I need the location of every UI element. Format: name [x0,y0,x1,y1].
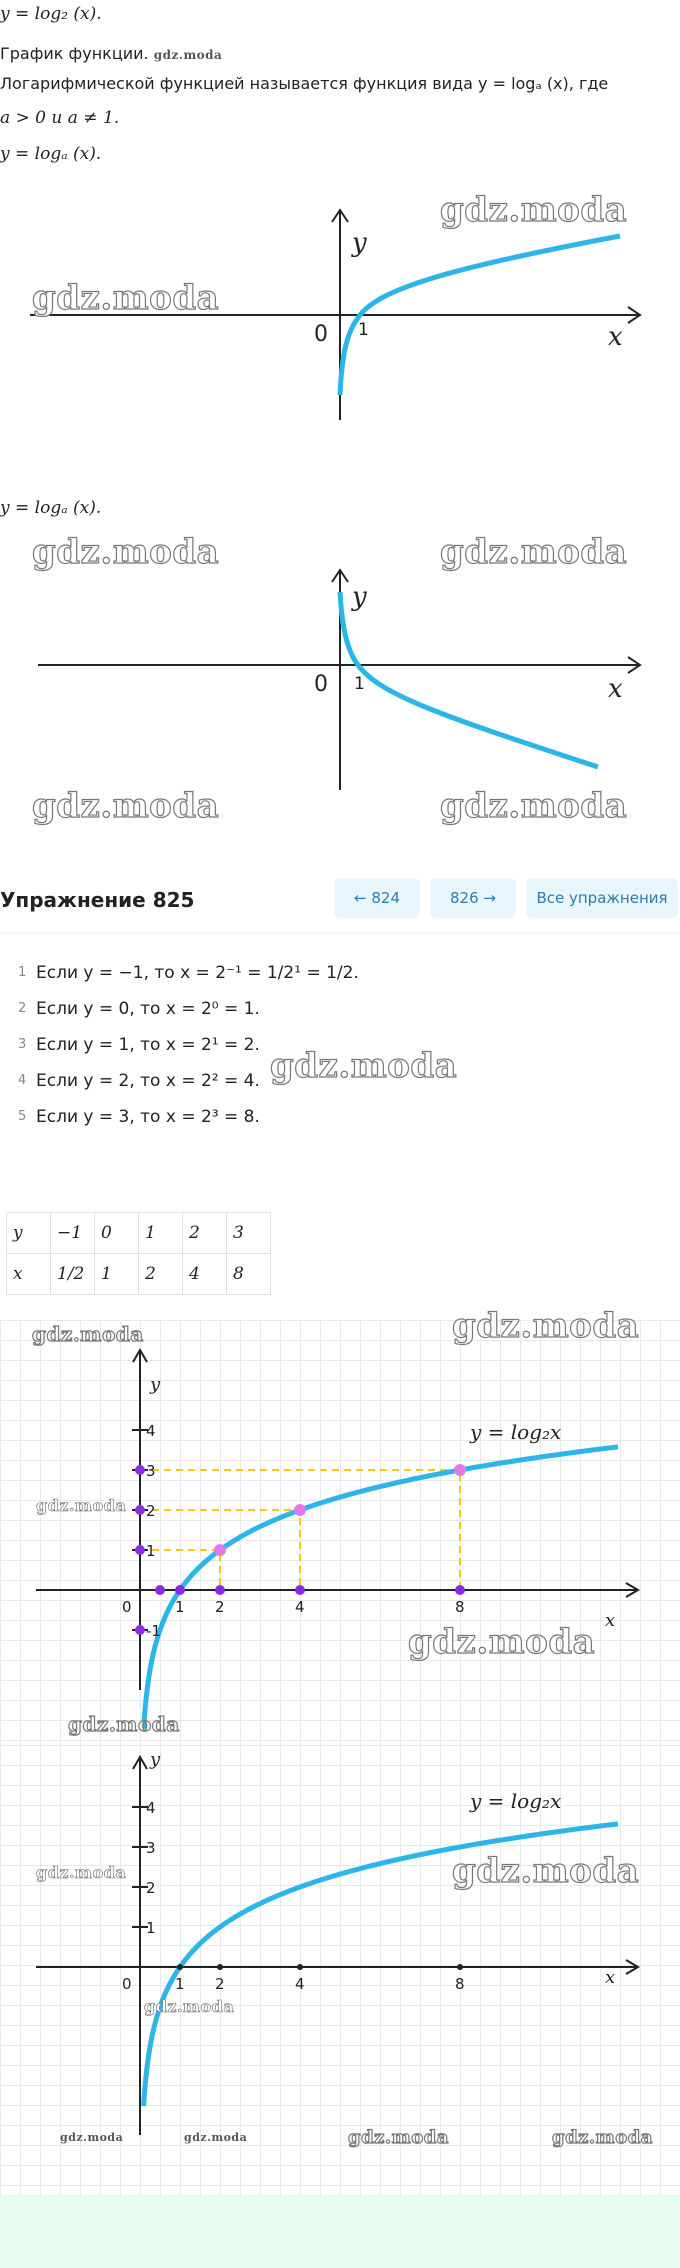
solution-steps [0,955,680,1135]
table-cell: −1 [51,1213,95,1254]
plot1-x-label: x [605,1610,616,1631]
step-text: Если y = 2, то x = 2² = 4. [36,1071,260,1091]
exercise-title: Упражнение 825 [0,888,195,912]
data-point [454,1464,466,1476]
y-tick-label: 3 [146,1839,156,1857]
table-cell: 1 [139,1213,183,1254]
intro-definition: Логарифмической функцией называется функция вида y = logₐ (x), где [0,74,609,93]
graph-a-svg [0,190,680,460]
x-tick-mark [457,1964,463,1970]
data-point [294,1504,306,1516]
graph-b-origin: 0 [314,672,328,697]
table-cell: 2 [139,1254,183,1295]
y-tick-label: 4 [146,1799,156,1817]
x-tick-mark [217,1964,223,1970]
y-tick-dot [135,1625,145,1635]
x-tick-mark [455,1585,465,1595]
plot-with-points [0,1306,680,1745]
intro-formula-a: y = logₐ (x). [0,144,102,164]
caption-watermark: gdz.moda [153,48,223,62]
plot1-svg [0,1320,680,1745]
step-number: 1 [18,965,27,980]
x-tick-label: 1 [175,1975,185,1993]
header-divider [0,932,680,936]
x-tick-label: 0 [122,1975,132,1993]
plot2-formula: y = log₂x [470,1789,562,1813]
plot1-formula: y = log₂x [470,1420,562,1444]
graph-a-one: 1 [358,320,369,340]
plot1-y-label: y [150,1374,161,1395]
step-number: 5 [18,1109,27,1124]
all-exercises-button[interactable]: Все упражнения [526,878,678,918]
table-row [7,1254,271,1295]
y-tick-dot [135,1545,145,1555]
graph-decreasing-log [0,530,680,840]
watermark: gdz.moda [184,2131,248,2144]
caption-text: График функции. [0,44,149,63]
step-number: 4 [18,1073,27,1088]
y-tick-label: 2 [146,1879,156,1897]
list-item [0,991,680,1027]
table-cell: 0 [95,1213,139,1254]
x-tick-label: 2 [215,1975,225,1993]
graph-b-y-label: y [352,582,367,612]
list-item [0,955,680,991]
watermark: gdz.moda [32,786,220,826]
x-tick-label: 8 [455,1598,465,1616]
watermark: gdz.moda [552,2127,653,2148]
step-text: Если y = −1, то x = 2⁻¹ = 1/2¹ = 1/2. [36,963,359,983]
watermark: gdz.moda [68,1712,180,1736]
watermark: gdz.moda [32,1322,144,1346]
y-tick-label: 2 [146,1502,156,1520]
graph-increasing-log [0,190,680,460]
graph-b-one: 1 [354,674,365,694]
y-tick-label: 3 [146,1462,156,1480]
x-tick-mark [175,1585,185,1595]
x-tick-mark-half [155,1585,165,1595]
y-tick-dot [135,1465,145,1475]
watermark: gdz.moda [408,1622,596,1662]
table-cell: 3 [227,1213,271,1254]
y-tick-label: 4 [146,1422,156,1440]
x-tick-label: 1 [175,1598,185,1616]
watermark: gdz.moda [452,1306,640,1346]
y-tick-dot [135,1505,145,1515]
graph-b-x-label: x [608,674,623,704]
table-cell: 1 [95,1254,139,1295]
table-cell: 8 [227,1254,271,1295]
values-table [6,1212,271,1295]
intro-condition: a > 0 и a ≠ 1. [0,108,120,128]
graph-a-origin: 0 [314,322,328,347]
graph-a-y-label: y [352,228,367,258]
data-point [214,1544,226,1556]
graph-b-caption: y = logₐ (x). [0,498,102,518]
watermark: gdz.moda [452,1851,640,1891]
y-tick-label: -1 [146,1622,161,1640]
watermark: gdz.moda [440,786,628,826]
plot2-x-label: x [605,1967,616,1988]
step-text: Если y = 0, то x = 2⁰ = 1. [36,999,260,1019]
step-text: Если y = 1, то x = 2¹ = 2. [36,1035,260,1055]
graph-a-x-label: x [608,322,623,352]
step-number: 2 [18,1001,27,1016]
list-item [0,1099,680,1135]
table-cell: 4 [183,1254,227,1295]
intro-formula: y = log₂ (x). [0,4,102,24]
x-tick-label: 0 [122,1598,132,1616]
watermark: gdz.moda [270,1046,458,1086]
exercise-header [0,872,680,932]
log-curve [144,1447,618,1729]
plot-curve-only [0,1745,680,2195]
step-number: 3 [18,1037,27,1052]
table-row [7,1213,271,1254]
watermark: gdz.moda [440,532,628,572]
watermark: gdz.moda [60,2131,124,2144]
x-tick-mark [177,1964,183,1970]
y-tick-label: 1 [146,1542,156,1560]
step-text: Если y = 3, то x = 2³ = 8. [36,1107,260,1127]
watermark: gdz.moda [440,190,628,230]
plot2-y-label: y [150,1749,161,1770]
x-tick-label: 2 [215,1598,225,1616]
x-tick-label: 8 [455,1975,465,1993]
watermark: gdz.moda [36,1496,127,1515]
next-exercise-button[interactable]: 826 → [430,878,516,918]
watermark: gdz.moda [32,532,220,572]
x-tick-label: 4 [295,1598,305,1616]
y-tick-label: 1 [146,1919,156,1937]
table-cell: 2 [183,1213,227,1254]
footer-bar [0,2195,680,2268]
prev-exercise-button[interactable]: ← 824 [334,878,420,918]
x-tick-mark [215,1585,225,1595]
x-tick-mark [295,1585,305,1595]
table-cell: y [7,1213,51,1254]
x-tick-mark [297,1964,303,1970]
table-cell: x [7,1254,51,1295]
watermark: gdz.moda [36,1863,127,1882]
watermark: gdz.moda [32,278,220,318]
watermark: gdz.moda [348,2127,449,2148]
x-tick-label: 4 [295,1975,305,1993]
intro-caption [0,42,222,67]
watermark: gdz.moda [144,1997,235,2016]
table-cell: 1/2 [51,1254,95,1295]
